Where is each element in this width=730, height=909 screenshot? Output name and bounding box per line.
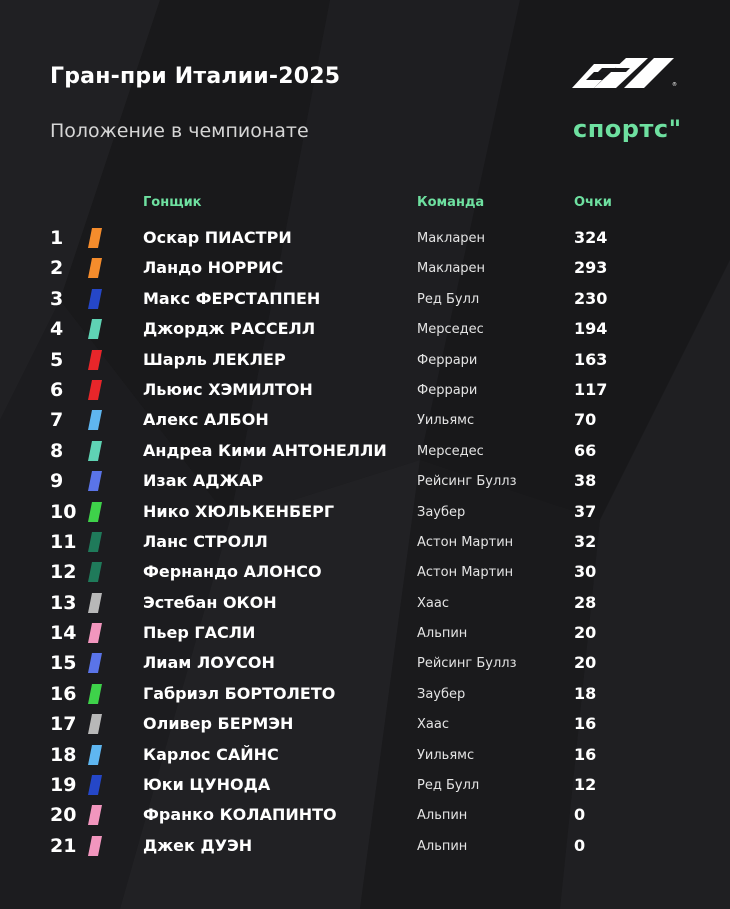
- team-name: Феррари: [417, 352, 478, 368]
- team-color-flag-icon: [88, 562, 102, 582]
- position: 18: [50, 743, 77, 766]
- table-row: [0, 405, 730, 435]
- position: 12: [50, 561, 77, 584]
- driver-name: Эстебан ОКОН: [143, 592, 277, 612]
- team-color-flag-icon: [88, 380, 102, 400]
- team-name: Заубер: [417, 504, 466, 520]
- driver-name: Джек ДУЭН: [143, 835, 253, 855]
- sports-brand-logo: спортс": [573, 115, 682, 143]
- points: 18: [574, 683, 597, 703]
- points: 0: [574, 835, 586, 855]
- position: 16: [50, 682, 77, 705]
- points: 37: [574, 501, 597, 521]
- team-name: Уильямс: [417, 413, 475, 429]
- team-color-flag-icon: [88, 836, 102, 856]
- driver-name: Лиам ЛОУСОН: [143, 653, 275, 673]
- position: 2: [50, 257, 64, 280]
- table-row: [0, 466, 730, 496]
- table-row: [0, 497, 730, 527]
- position: 14: [50, 622, 77, 645]
- column-header-points: Очки: [574, 195, 612, 210]
- team-name: Хаас: [417, 595, 449, 611]
- position: 3: [50, 287, 64, 310]
- table-row: [0, 740, 730, 770]
- team-color-flag-icon: [88, 258, 102, 278]
- position: 10: [50, 500, 77, 523]
- position: 15: [50, 652, 77, 675]
- page-subtitle: Положение в чемпионате: [50, 120, 309, 142]
- points: 230: [574, 288, 608, 308]
- team-name: Мерседес: [417, 443, 484, 459]
- team-color-flag-icon: [88, 714, 102, 734]
- driver-name: Карлос САЙНС: [143, 744, 279, 764]
- points: 16: [574, 714, 597, 734]
- driver-name: Льюис ХЭМИЛТОН: [143, 379, 313, 399]
- svg-text:®: ®: [672, 82, 677, 88]
- team-name: Заубер: [417, 686, 466, 702]
- team-name: Ред Булл: [417, 291, 480, 307]
- team-name: Астон Мартин: [417, 534, 514, 550]
- team-name: Альпин: [417, 808, 468, 824]
- points: 30: [574, 562, 597, 582]
- team-color-flag-icon: [88, 228, 102, 248]
- points: 28: [574, 592, 597, 612]
- standings-table: [0, 223, 730, 861]
- table-row: [0, 223, 730, 253]
- table-row: [0, 314, 730, 344]
- team-color-flag-icon: [88, 775, 102, 795]
- table-row: [0, 679, 730, 709]
- table-row: [0, 618, 730, 648]
- team-color-flag-icon: [88, 289, 102, 309]
- points: 324: [574, 228, 608, 247]
- table-row: [0, 284, 730, 314]
- driver-name: Оскар ПИАСТРИ: [143, 228, 292, 247]
- team-color-flag-icon: [88, 502, 102, 522]
- position: 7: [50, 409, 64, 432]
- points: 20: [574, 623, 597, 643]
- points: 66: [574, 440, 597, 460]
- driver-name: Андреа Кими АНТОНЕЛЛИ: [143, 440, 387, 460]
- driver-name: Пьер ГАСЛИ: [143, 623, 256, 643]
- team-color-flag-icon: [88, 471, 102, 491]
- table-row: [0, 527, 730, 557]
- table-row: [0, 436, 730, 466]
- team-name: Рейсинг Буллз: [417, 474, 517, 490]
- team-name: Макларен: [417, 261, 486, 277]
- driver-name: Оливер БЕРМЭН: [143, 714, 294, 734]
- position: 17: [50, 713, 77, 736]
- position: 13: [50, 591, 77, 614]
- points: 32: [574, 531, 597, 551]
- team-color-flag-icon: [88, 623, 102, 643]
- position: 11: [50, 530, 77, 553]
- column-header-driver: Гонщик: [143, 195, 202, 210]
- team-name: Альпин: [417, 838, 468, 854]
- points: 38: [574, 471, 597, 491]
- team-color-flag-icon: [88, 319, 102, 339]
- position: 19: [50, 774, 77, 797]
- team-color-flag-icon: [88, 684, 102, 704]
- points: 293: [574, 258, 608, 278]
- driver-name: Шарль ЛЕКЛЕР: [143, 349, 286, 369]
- driver-name: Джордж РАССЕЛЛ: [143, 319, 316, 339]
- points: 0: [574, 805, 586, 825]
- table-row: [0, 557, 730, 587]
- table-row: [0, 800, 730, 830]
- driver-name: Макс ФЕРСТАППЕН: [143, 288, 321, 308]
- team-color-flag-icon: [88, 805, 102, 825]
- table-row: [0, 375, 730, 405]
- driver-name: Габриэл БОРТОЛЕТО: [143, 683, 336, 703]
- team-color-flag-icon: [88, 441, 102, 461]
- points: 117: [574, 379, 608, 399]
- position: 8: [50, 439, 64, 462]
- position: 1: [50, 227, 64, 249]
- driver-name: Франко КОЛАПИНТО: [143, 805, 337, 825]
- points: 194: [574, 319, 608, 339]
- column-header-team: Команда: [417, 195, 485, 210]
- team-name: Астон Мартин: [417, 565, 514, 581]
- driver-name: Фернандо АЛОНСО: [143, 562, 322, 582]
- team-name: Альпин: [417, 626, 468, 642]
- team-name: Феррари: [417, 382, 478, 398]
- f1-logo-icon: [572, 58, 680, 88]
- team-name: Ред Булл: [417, 778, 480, 794]
- team-name: Хаас: [417, 717, 449, 733]
- team-color-flag-icon: [88, 532, 102, 552]
- driver-name: Изак АДЖАР: [143, 471, 264, 491]
- position: 21: [50, 834, 77, 857]
- team-color-flag-icon: [88, 350, 102, 370]
- table-row: [0, 770, 730, 800]
- team-name: Макларен: [417, 231, 486, 246]
- table-row: [0, 831, 730, 861]
- table-row: [0, 253, 730, 283]
- driver-name: Юки ЦУНОДА: [143, 775, 271, 795]
- team-color-flag-icon: [88, 653, 102, 673]
- points: 20: [574, 653, 597, 673]
- table-row: [0, 345, 730, 375]
- points: 12: [574, 775, 597, 795]
- team-name: Уильямс: [417, 747, 475, 763]
- table-row: [0, 709, 730, 739]
- driver-name: Нико ХЮЛЬКЕНБЕРГ: [143, 501, 335, 521]
- table-row: [0, 588, 730, 618]
- team-color-flag-icon: [88, 745, 102, 765]
- position: 6: [50, 378, 64, 401]
- points: 163: [574, 349, 608, 369]
- position: 5: [50, 348, 64, 371]
- driver-name: Ландо НОРРИС: [143, 258, 284, 278]
- team-name: Рейсинг Буллз: [417, 656, 517, 672]
- table-row: [0, 648, 730, 678]
- position: 20: [50, 804, 77, 827]
- position: 9: [50, 470, 64, 493]
- team-color-flag-icon: [88, 593, 102, 613]
- points: 70: [574, 410, 597, 430]
- team-color-flag-icon: [88, 410, 102, 430]
- points: 16: [574, 744, 597, 764]
- team-name: Мерседес: [417, 322, 484, 338]
- position: 4: [50, 318, 64, 341]
- page-title: Гран-при Италии-2025: [50, 64, 341, 89]
- driver-name: Ланс СТРОЛЛ: [143, 531, 268, 551]
- driver-name: Алекс АЛБОН: [143, 410, 269, 430]
